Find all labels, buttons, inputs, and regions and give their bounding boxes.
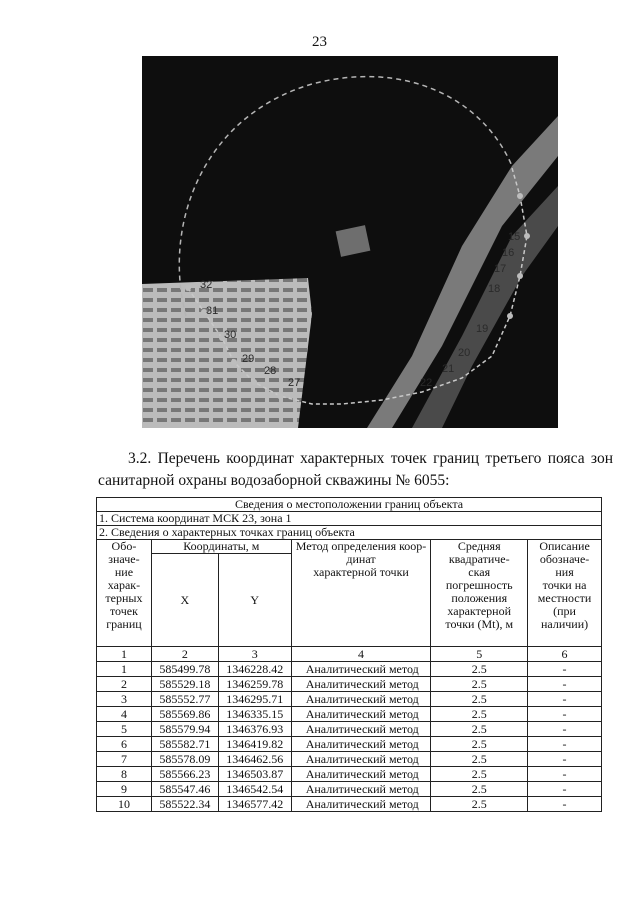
point-id-cell: 7 xyxy=(97,752,152,767)
boundary-point xyxy=(277,393,283,399)
col-y-header: Y xyxy=(218,554,291,647)
column-number: 5 xyxy=(431,647,528,662)
method-cell: Аналитический метод xyxy=(291,767,431,782)
x-coordinate-cell: 585529.18 xyxy=(151,677,218,692)
method-cell: Аналитический метод xyxy=(291,782,431,797)
y-coordinate-cell: 1346376.93 xyxy=(218,722,291,737)
coordinates-table xyxy=(96,497,602,812)
column-number: 6 xyxy=(528,647,602,662)
method-cell: Аналитический метод xyxy=(291,707,431,722)
y-coordinate-cell: 1346335.15 xyxy=(218,707,291,722)
x-coordinate-cell: 585547.46 xyxy=(151,782,218,797)
col-coordinates-header: Координаты, м xyxy=(151,540,291,554)
method-cell: Аналитический метод xyxy=(291,797,431,812)
method-cell: Аналитический метод xyxy=(291,677,431,692)
point-id-cell: 2 xyxy=(97,677,152,692)
accuracy-cell: 2.5 xyxy=(431,797,528,812)
page-number: 23 xyxy=(312,34,327,50)
boundary-point xyxy=(517,193,523,199)
x-coordinate-cell: 585569.86 xyxy=(151,707,218,722)
y-coordinate-cell: 1346419.82 xyxy=(218,737,291,752)
boundary-point xyxy=(517,273,523,279)
description-cell: - xyxy=(528,782,602,797)
col-method-header: Метод определения коор- динат характерной точки xyxy=(291,540,431,647)
settlement-area xyxy=(142,278,312,428)
table-row xyxy=(97,722,602,737)
point-label: 29 xyxy=(242,353,255,365)
y-coordinate-cell: 1346542.54 xyxy=(218,782,291,797)
description-cell: - xyxy=(528,737,602,752)
column-number: 1 xyxy=(97,647,152,662)
point-id-cell: 9 xyxy=(97,782,152,797)
accuracy-cell: 2.5 xyxy=(431,782,528,797)
method-cell: Аналитический метод xyxy=(291,737,431,752)
table-row xyxy=(97,707,602,722)
table-row xyxy=(97,662,602,677)
table-row xyxy=(97,692,602,707)
description-cell: - xyxy=(528,662,602,677)
method-cell: Аналитический метод xyxy=(291,662,431,677)
column-number-row xyxy=(97,647,602,662)
col-accuracy-header: Средняя квадратиче- ская погрешность положения характерной точки (Mt), м xyxy=(431,540,528,647)
coordinates-table-body xyxy=(97,662,602,812)
satellite-image xyxy=(142,56,558,428)
column-number: 3 xyxy=(218,647,291,662)
point-label: 31 xyxy=(206,305,219,317)
point-id-cell: 1 xyxy=(97,662,152,677)
description-cell: - xyxy=(528,677,602,692)
accuracy-cell: 2.5 xyxy=(431,752,528,767)
satellite-map-svg xyxy=(142,56,558,428)
point-label: 21 xyxy=(442,363,455,375)
table-section-2: 2. Сведения о характерных точках границ объекта xyxy=(97,526,602,540)
table-row xyxy=(97,782,602,797)
y-coordinate-cell: 1346295.71 xyxy=(218,692,291,707)
x-coordinate-cell: 585552.77 xyxy=(151,692,218,707)
accuracy-cell: 2.5 xyxy=(431,767,528,782)
x-coordinate-cell: 585499.78 xyxy=(151,662,218,677)
point-id-cell: 3 xyxy=(97,692,152,707)
description-cell: - xyxy=(528,767,602,782)
boundary-point xyxy=(507,313,513,319)
table-section-1: 1. Система координат МСК 23, зона 1 xyxy=(97,512,602,526)
description-cell: - xyxy=(528,692,602,707)
point-label: 15 xyxy=(508,231,521,243)
point-label: 27 xyxy=(288,377,301,389)
x-coordinate-cell: 585578.09 xyxy=(151,752,218,767)
col-designation-header: Обо- значе- ние харак- терных точек границ xyxy=(97,540,152,647)
section-heading xyxy=(98,448,613,492)
description-cell: - xyxy=(528,722,602,737)
method-cell: Аналитический метод xyxy=(291,692,431,707)
x-coordinate-cell: 585579.94 xyxy=(151,722,218,737)
table-row xyxy=(97,797,602,812)
method-cell: Аналитический метод xyxy=(291,722,431,737)
point-id-cell: 4 xyxy=(97,707,152,722)
description-cell: - xyxy=(528,797,602,812)
boundary-point xyxy=(524,233,530,239)
column-number: 4 xyxy=(291,647,431,662)
accuracy-cell: 2.5 xyxy=(431,707,528,722)
point-label: 18 xyxy=(488,283,501,295)
boundary-point xyxy=(185,285,191,291)
y-coordinate-cell: 1346503.87 xyxy=(218,767,291,782)
boundary-point xyxy=(231,359,237,365)
point-label: 28 xyxy=(264,365,277,377)
y-coordinate-cell: 1346577.42 xyxy=(218,797,291,812)
point-id-cell: 6 xyxy=(97,737,152,752)
section-heading-text: 3.2. Перечень координат характерных точек границ третьего пояса зон санитарной охраны водозаборной скважины № 6055: xyxy=(98,450,613,489)
point-label: 22 xyxy=(420,377,433,389)
column-number: 2 xyxy=(151,647,218,662)
point-id-cell: 10 xyxy=(97,797,152,812)
col-description-header: Описание обозначе- ния точки на местности (при наличии) xyxy=(528,540,602,647)
table-row xyxy=(97,737,602,752)
description-cell: - xyxy=(528,752,602,767)
x-coordinate-cell: 585582.71 xyxy=(151,737,218,752)
point-label: 16 xyxy=(502,247,515,259)
y-coordinate-cell: 1346228.42 xyxy=(218,662,291,677)
x-coordinate-cell: 585566.23 xyxy=(151,767,218,782)
point-id-cell: 5 xyxy=(97,722,152,737)
accuracy-cell: 2.5 xyxy=(431,722,528,737)
table-row xyxy=(97,752,602,767)
point-label: 32 xyxy=(200,279,213,291)
point-label: 30 xyxy=(224,329,237,341)
point-label: 17 xyxy=(494,263,507,275)
description-cell: - xyxy=(528,707,602,722)
method-cell: Аналитический метод xyxy=(291,752,431,767)
x-coordinate-cell: 585522.34 xyxy=(151,797,218,812)
y-coordinate-cell: 1346259.78 xyxy=(218,677,291,692)
boundary-point xyxy=(251,379,257,385)
y-coordinate-cell: 1346462.56 xyxy=(218,752,291,767)
point-label: 19 xyxy=(476,323,489,335)
table-row xyxy=(97,677,602,692)
table-row xyxy=(97,767,602,782)
accuracy-cell: 2.5 xyxy=(431,737,528,752)
accuracy-cell: 2.5 xyxy=(431,662,528,677)
accuracy-cell: 2.5 xyxy=(431,692,528,707)
table-title: Сведения о местоположении границ объекта xyxy=(97,498,602,512)
col-x-header: X xyxy=(151,554,218,647)
point-id-cell: 8 xyxy=(97,767,152,782)
accuracy-cell: 2.5 xyxy=(431,677,528,692)
point-label: 20 xyxy=(458,347,471,359)
